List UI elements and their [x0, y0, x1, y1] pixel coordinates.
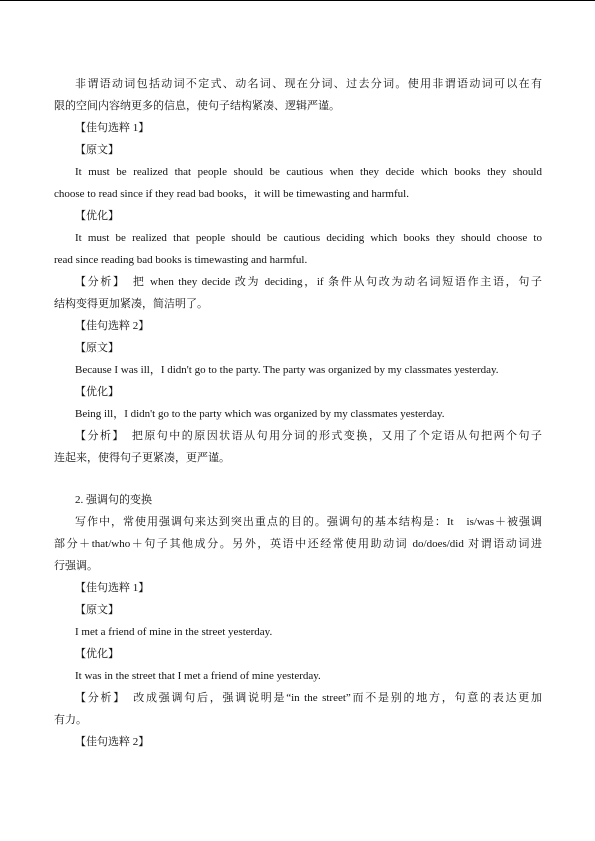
text-line: 写作中，常使用强调句来达到突出重点的目的。强调句的基本结构是：It is/was＋被强调: [75, 516, 542, 528]
text-line: Being ill，I didn't go to the party which was organized by my classmates yesterday.: [75, 408, 445, 420]
text-line: It was in the street that I met a friend of mine yesterday.: [75, 670, 321, 682]
section-label: 【优化】: [75, 210, 119, 222]
text-line: 行强调。: [54, 560, 98, 572]
document-body: [54, 73, 542, 753]
section-label: 【优化】: [75, 386, 119, 398]
section-label: 【优化】: [75, 648, 119, 660]
page-top-border: [0, 0, 595, 1]
text-line: 【分析】 把原句中的原因状语从句用分词的形式变换，又用了个定语从句把两个句子: [75, 430, 542, 442]
section-label: 【原文】: [75, 604, 119, 616]
text-line: 部分＋that/who＋句子其他成分。另外，英语中还经常使用助动词 do/does/did 对谓语动词进: [54, 538, 542, 550]
text-line: 限的空间内容纳更多的信息，使句子结构紧凑、逻辑严谨。: [54, 100, 340, 112]
text-line: 【分析】 改成强调句后，强调说明是“in the street”而不是别的地方，句意的表达更加: [75, 692, 542, 704]
section-label: 【佳句选粹 2】: [75, 736, 150, 748]
section-label: 【佳句选粹 2】: [75, 320, 150, 332]
text-line: Because I was ill，I didn't go to the party. The party was organized by my classmates yesterday.: [75, 364, 499, 376]
text-line: I met a friend of mine in the street yesterday.: [75, 626, 273, 638]
text-line: 非谓语动词包括动词不定式、动名词、现在分词、过去分词。使用非谓语动词可以在有: [75, 78, 542, 90]
text-line: 有力。: [54, 714, 87, 726]
section-heading: 2. 强调句的变换: [75, 494, 152, 506]
text-line: read since reading bad books is timewasting and harmful.: [54, 254, 308, 266]
section-label: 【佳句选粹 1】: [75, 122, 150, 134]
text-line: 【分析】 把 when they decide 改为 deciding，if 条件从句改为动名词短语作主语，句子: [75, 276, 542, 288]
text-line: 连起来，使得句子更紧凑，更严谨。: [54, 452, 230, 464]
text-line: choose to read since if they read bad books，it will be timewasting and harmful.: [54, 188, 409, 200]
text-line: It must be realized that people should be cautious deciding which books they should choose to: [75, 232, 542, 244]
section-label: 【佳句选粹 1】: [75, 582, 150, 594]
text-line: 结构变得更加紧凑，简洁明了。: [54, 298, 208, 310]
section-label: 【原文】: [75, 342, 119, 354]
section-label: 【原文】: [75, 144, 119, 156]
text-line: It must be realized that people should be cautious when they decide which books they should: [75, 166, 542, 178]
paragraph-gap: [54, 469, 542, 489]
